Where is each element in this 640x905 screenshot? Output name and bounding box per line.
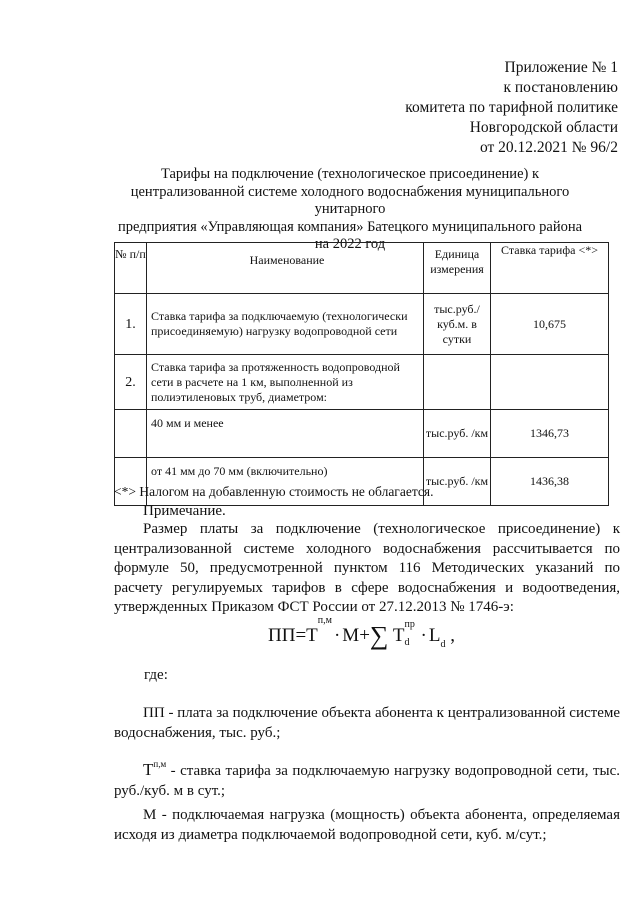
where-label: где: [144,667,168,683]
row-num [115,410,147,458]
formula-plus: + [359,625,370,646]
tariff-table [114,242,609,506]
definition-t [114,755,620,801]
definition-m: M - подключаемая нагрузка (мощность) объекта абонента, определяемая исходя из диаметра подключаемой водопроводной сети, куб. м/сут.; [114,807,620,843]
document-title [100,166,600,254]
table-row [115,410,609,458]
appendix-line: Новгородской области [469,119,618,136]
formula-l-sub: d [440,639,446,650]
formula-t: T [306,625,318,646]
row-name: Ставка тарифа за подключаемую (технологически присоединяемую) нагрузку водопроводной сети [147,294,424,355]
row-name: 40 мм и менее [147,410,424,458]
formula-lhs: ПП [268,625,296,646]
header-num: № п/п [115,243,147,294]
row-unit: тыс.руб./ куб.м. в сутки [424,294,491,355]
formula-sum: ∑ [369,621,389,650]
formula-comma: , [450,625,455,646]
row-num: 2. [115,355,147,410]
header-name: Наименование [147,243,424,294]
header-unit: Единица измерения [424,243,491,294]
formula-dot: · [420,625,427,646]
row-name: от 41 мм до 70 мм (включительно) [147,458,424,506]
row-unit: тыс.руб. /км [424,410,491,458]
row-rate: 1436,38 [491,458,609,506]
body-paragraph: Размер платы за подключение (технологическое присоединение) к централизованной системе холодного водоснабжения рассчитывается по формуле 50, предусмотренной пунктом 116 Методических указаний по расчету регулируемых тарифов в сфере водоснабжения и водоотведения, утвержденных Приказом ФСТ России от 27.12.2013 № 1746-э: [114,521,620,615]
table-row [115,355,609,410]
formula-t2-indices [404,619,419,648]
title-line: централизованной системе холодного водоснабжения муниципального унитарного [130,183,570,217]
row-rate: 10,675 [491,294,609,355]
formula-t2: T [392,625,405,646]
note-label: Примечание. [143,503,226,519]
definition-pp: ПП - плата за подключение объекта абонента к централизованной системе водоснабжения, тыс. руб.; [114,705,620,741]
formula-l: L [428,625,441,646]
formula [268,615,455,650]
definition-t-text: - ставка тарифа за подключаемую нагрузку водопроводной сети, тыс. руб./куб. м в сут.; [114,763,620,799]
definition-t-sup: п,м [153,759,167,769]
row-name: Ставка тарифа за протяженность водопроводной сети в расчете на 1 км, выполненной из полиэтиленовых труб, диаметром: [147,355,424,410]
title-line: Тарифы на подключение (технологическое присоединение) к [160,166,540,182]
table-header-row [115,243,609,294]
header-rate: Ставка тарифа <*> [491,243,609,294]
formula-m: M [342,625,360,646]
row-unit: тыс.руб. /км [424,458,491,506]
row-rate: 1346,73 [491,410,609,458]
row-rate [491,355,609,410]
title-line: предприятия «Управляющая компания» Батецкого муниципального района [117,218,583,235]
footnote: <*> Налогом на добавленную стоимость не облагается. [114,484,434,499]
appendix-line: комитета по тарифной политике [405,99,618,116]
appendix-line: к постановлению [503,79,618,96]
formula-dot: · [333,625,341,646]
appendix-header [405,58,618,158]
title-line: на 2022 год [314,236,386,252]
table-row [115,294,609,355]
row-num: 1. [115,294,147,355]
formula-t2-sub: d [404,637,410,648]
formula-t-sup: п,м [317,615,332,626]
definition-t-symbol [143,760,166,779]
definition-t-letter: T [143,760,154,779]
formula-equals: = [295,625,307,646]
formula-t2-sup: пр [404,619,415,630]
appendix-line: Приложение № 1 [504,59,618,76]
row-unit [424,355,491,410]
appendix-line: от 20.12.2021 № 96/2 [479,139,618,156]
